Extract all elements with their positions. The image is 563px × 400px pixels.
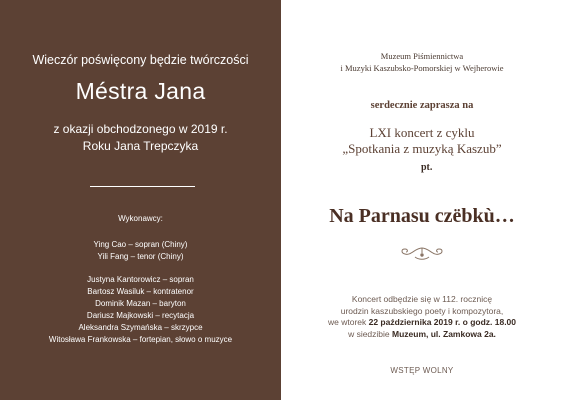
divider (90, 186, 195, 187)
right-panel (281, 0, 563, 400)
museum-line-1: Muzeum Piśmiennictwa (380, 51, 464, 61)
performer-item: Witosława Frankowska – fortepian, słowo o muzyce (48, 335, 233, 344)
performer-item: Aleksandra Szymańska – skrzypce (78, 323, 203, 332)
admission-note: WSTĘP WOLNY (390, 366, 454, 375)
intro-text: Wieczór poświęcony będzie twórczości (32, 53, 249, 67)
performer-item: Justyna Kantorowicz – sopran (87, 275, 194, 284)
ornament-icon (397, 244, 447, 264)
concert-line-1: LXI koncert z cyklu (369, 125, 475, 140)
year-of-text: Roku Jana Trepczyka (82, 139, 199, 153)
details-line-1: Koncert odbędzie się w 112. rocznicę (351, 294, 493, 304)
event-date: 22 października 2019 r. o godz. 18.00 (368, 317, 517, 327)
event-details (281, 294, 563, 340)
details-line-2: urodzin kaszubskiego poety i kompozytora, (340, 305, 504, 316)
performer-item: Dominik Mazan – baryton (95, 299, 186, 308)
invites-text: serdecznie zaprasza na (370, 100, 474, 111)
event-venue: Muzeum, ul. Zamkowa 2a. (392, 328, 496, 339)
performer-item: Bartosz Wasiluk – kontratenor (87, 287, 194, 296)
museum-line-2: i Muzyki Kaszubsko-Pomorskiej w Wejherowie (340, 63, 504, 73)
museum-name (281, 50, 563, 74)
pt-label: pt. (421, 162, 433, 173)
performer-item: Dariusz Majkowski – recytacja (86, 311, 195, 320)
performers-title: Wykonawcy: (118, 214, 163, 223)
concert-title: Na Parnasu czëbkù… (329, 205, 515, 227)
details-line-4 (281, 329, 563, 341)
left-panel (0, 0, 281, 400)
honoree-name: Méstra Jana (75, 78, 206, 104)
occasion-text: z okazji obchodzonego w 2019 r. (53, 122, 228, 136)
performer-item: Yili Fang – tenor (Chiny) (97, 252, 184, 261)
concert-series (281, 125, 563, 157)
details-venue-prefix: w siedzibie (348, 328, 392, 339)
details-weekday: we wtorek (327, 317, 369, 327)
performer-item: Ying Cao – sopran (Chiny) (93, 240, 188, 249)
details-line-3 (281, 317, 563, 329)
concert-line-2: „Spotkania z muzyką Kaszub” (342, 141, 502, 156)
